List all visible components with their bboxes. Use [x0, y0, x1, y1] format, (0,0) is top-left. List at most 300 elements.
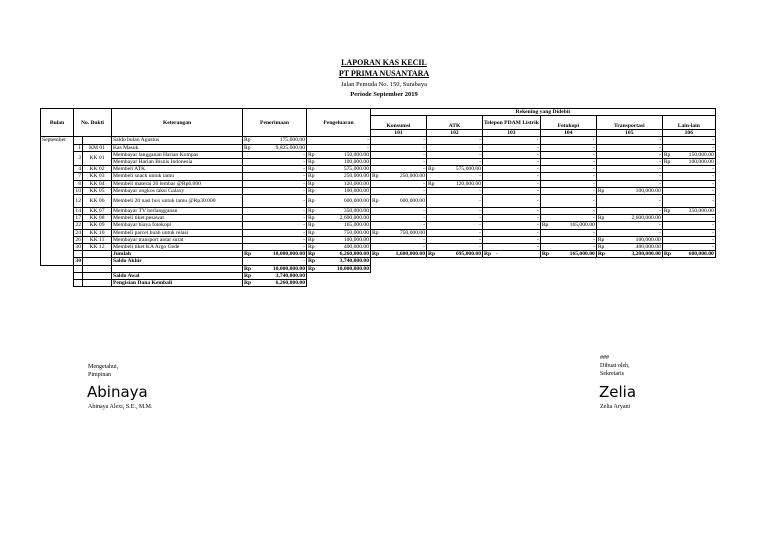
bukti-cell: KK 04 [83, 180, 112, 187]
bukti-cell: KK 09 [83, 222, 112, 229]
bukti-cell: KK 02 [83, 166, 112, 173]
penerimaan-amount: - [256, 159, 307, 166]
account-101-amount: - [381, 222, 427, 229]
account-102-rp [427, 173, 437, 180]
account-105-rp [596, 180, 606, 187]
pengeluaran-amount: 165,000.00 [320, 222, 371, 229]
account-102-rp [427, 222, 437, 229]
keterangan-cell: Membeli 20 nasi box untuk tamu @Rp30.000 [112, 195, 243, 208]
account-104-rp [540, 166, 550, 173]
account-105-rp: Rp [597, 215, 605, 222]
account-101-amount: - [381, 144, 427, 151]
jumlah-101-rp: Rp [372, 251, 380, 258]
saldo-akhir-accounts-blank [371, 258, 716, 265]
account-101-rp: Rp [371, 195, 381, 208]
account-101-rp [371, 187, 381, 194]
account-102-amount: - [437, 173, 483, 180]
bukti-cell: KK 05 [83, 187, 112, 194]
jumlah-penerimaan-rp: Rp [243, 251, 256, 258]
account-106-rp: Rp [663, 151, 671, 158]
account-103-amount: - [495, 180, 540, 187]
account-104-rp [540, 236, 550, 243]
account-101-amount: - [381, 180, 427, 187]
account-102-rp [427, 195, 437, 208]
account-102-rp [427, 151, 437, 158]
penerimaan-amount: - [256, 166, 307, 173]
account-106-amount: 150,000.00 [672, 151, 715, 158]
account-101-amount: - [381, 208, 427, 215]
account-106-amount: - [672, 180, 715, 187]
signature-left-label: Mengetahui, [88, 364, 119, 370]
signature-left-name: Abinaya Alexi, S.E., M.M. [88, 404, 153, 410]
account-101-rp: Rp [372, 229, 379, 236]
penerimaan-amount: - [256, 244, 307, 251]
account-102-rp: Rp [428, 166, 435, 173]
day-cell: 3 [74, 151, 83, 165]
account-104-rp [540, 137, 550, 144]
pengeluaran-amount: 100,000.00 [320, 159, 371, 166]
jumlah-label: Jumlah [112, 251, 243, 258]
pengeluaran-amount: 575,000.00 [320, 166, 371, 173]
account-106-amount: - [672, 173, 715, 180]
account-105-rp: Rp [597, 236, 605, 243]
penerimaan-rp [243, 180, 256, 187]
account-106-rp [662, 244, 672, 251]
pengeluaran-amount: - [320, 144, 371, 151]
jumlah-pengeluaran-amount: 6,260,000.00 [320, 251, 371, 258]
keterangan-cell: Membayar transport antar surat [112, 236, 243, 243]
keterangan-cell: Membayar biaya fotokopi [112, 222, 243, 229]
pengisian-row [41, 280, 716, 287]
jumlah-105-rp: Rp [597, 251, 605, 258]
account-102-rp [427, 229, 437, 236]
saldo-awal-row-accounts-blank [371, 272, 716, 279]
header-atk: ATK [427, 116, 483, 130]
penerimaan-rp [243, 222, 256, 229]
account-106-amount: - [672, 229, 715, 236]
account-105-rp [596, 229, 606, 236]
day-cell: 22 [75, 222, 81, 229]
petty-cash-table [40, 108, 716, 287]
account-105-rp [596, 208, 606, 215]
account-103-rp [483, 166, 496, 173]
account-102-amount: 120,000.00 [437, 180, 483, 187]
penerimaan-rp [243, 215, 256, 222]
pengeluaran-rp: Rp [307, 180, 320, 187]
pengeluaran-rp: Rp [307, 208, 320, 215]
pengeluaran-rp: Rp [307, 151, 320, 158]
header-pengeluaran: Pengeluaran [307, 109, 371, 137]
account-103-amount: - [495, 159, 540, 166]
bukti-cell: KK 07 [83, 208, 112, 215]
day-cell [74, 280, 83, 287]
account-103-rp [483, 187, 496, 194]
pengeluaran-rp: Rp [307, 215, 320, 222]
day-cell: 24 [75, 229, 81, 236]
account-103-amount: - [495, 236, 540, 243]
account-105-amount: 400,000.00 [606, 244, 662, 251]
account-104-rp [540, 151, 550, 158]
penerimaan-amount: - [256, 195, 307, 208]
account-106-amount: - [672, 166, 715, 173]
jumlah-106-rp: Rp [663, 251, 671, 258]
bukti-cell: KK 12 [83, 244, 112, 251]
header-code-101: 101 [371, 130, 427, 137]
keterangan-cell: Membeli materai 20 lembar @Rp6.000 [112, 180, 243, 187]
account-104-amount: - [550, 144, 596, 151]
account-101-rp [371, 208, 381, 215]
table-row [41, 195, 716, 208]
pengisian-row-penerimaan-rp: Rp [243, 280, 256, 287]
account-101-amount: - [381, 166, 427, 173]
blank-cell [41, 280, 74, 287]
penerimaan-amount: - [256, 229, 307, 236]
penerimaan-rp: Rp [243, 137, 256, 144]
bukti-cell [83, 258, 112, 265]
account-101-rp [371, 180, 381, 187]
account-104-rp [540, 173, 550, 180]
account-103-amount: - [495, 222, 540, 229]
table-row [41, 215, 716, 222]
penerimaan-amount: - [256, 180, 307, 187]
day-cell: 10 [75, 187, 81, 194]
account-105-amount: - [606, 166, 662, 173]
account-106-rp [662, 236, 672, 243]
account-101-amount: - [381, 159, 427, 166]
account-102-rp [427, 208, 437, 215]
keterangan-cell: Kas Masuk [112, 144, 243, 151]
account-102-rp: Rp [428, 180, 435, 187]
header-code-104: 104 [540, 130, 596, 137]
account-101-amount: - [381, 137, 427, 144]
pengeluaran-amount: 250,000.00 [320, 173, 371, 180]
header-rekening: Rekening yang Didebit [371, 109, 716, 116]
account-104-rp [540, 180, 550, 187]
penerimaan-rp [243, 187, 256, 194]
account-106-rp [662, 229, 672, 236]
penerimaan-amount: - [256, 208, 307, 215]
pengeluaran-rp: Rp [307, 195, 320, 208]
pengeluaran-rp: Rp [307, 222, 320, 229]
account-104-amount: - [550, 187, 596, 194]
pengeluaran-amount: - [320, 137, 371, 144]
report-period: Periode September 2019 [350, 91, 418, 98]
account-102-rp [427, 187, 437, 194]
account-101-rp [371, 236, 381, 243]
header-no-bukti: No. Bukti [74, 109, 112, 137]
pengeluaran-rp: Rp [307, 187, 320, 194]
account-101-rp [371, 137, 381, 144]
account-102-amount: - [437, 236, 483, 243]
account-101-amount: - [381, 236, 427, 243]
bukti-cell: KK 11 [83, 236, 112, 243]
pengeluaran-amount: 750,000.00 [320, 229, 371, 236]
account-104-rp [540, 195, 550, 208]
company-address: Jalan Pemuda No. 150, Surabaya [341, 81, 427, 88]
header-konsumsi: Konsumsi [371, 116, 427, 130]
account-104-amount: - [550, 229, 596, 236]
day-cell [74, 265, 83, 272]
penerimaan-amount: - [256, 222, 307, 229]
account-104-amount: - [550, 208, 596, 215]
penerimaan-rp [243, 236, 256, 243]
total-row-pengeluaran-rp: Rp [307, 265, 320, 272]
account-101-amount: 250,000.00 [381, 173, 427, 180]
account-103-rp [483, 144, 496, 151]
account-104-rp [540, 159, 550, 166]
account-102-amount: - [437, 244, 483, 251]
account-103-rp [483, 236, 496, 243]
account-102-rp [427, 137, 437, 144]
jumlah-105-amount: 3,200,000.00 [606, 251, 662, 258]
bukti-cell [83, 251, 112, 258]
account-104-amount: - [550, 137, 596, 144]
account-104-rp: Rp [541, 222, 549, 229]
keterangan-cell: Membeli tiket KA Argo Gede [112, 244, 243, 251]
table-row [41, 159, 716, 166]
account-105-amount: 2,600,000.00 [606, 215, 662, 222]
signature-right-block [600, 354, 630, 378]
day-cell [74, 251, 83, 258]
penerimaan-rp [243, 173, 256, 180]
account-101-amount: - [381, 151, 427, 158]
header-bulan: Bulan [41, 109, 74, 137]
pengeluaran-rp [307, 137, 320, 144]
pengeluaran-rp: Rp [307, 173, 320, 180]
pengeluaran-amount: 400,000.00 [320, 244, 371, 251]
month-cell: September [41, 137, 74, 265]
blank-cell [41, 265, 74, 272]
account-101-amount: 600,000.00 [381, 195, 427, 208]
day-cell: 1 [74, 144, 83, 151]
account-104-amount: - [550, 180, 596, 187]
account-106-rp: Rp [663, 159, 671, 166]
signature-left-role: Pimpinan [88, 372, 112, 378]
bukti-cell [83, 137, 112, 144]
jumlah-106-amount: 600,000.00 [672, 251, 715, 258]
account-103-rp [483, 215, 496, 222]
account-105-amount: - [606, 159, 662, 166]
account-105-rp [596, 173, 606, 180]
table-row [41, 144, 716, 151]
account-103-amount: - [495, 144, 540, 151]
table-row [41, 236, 716, 243]
account-101-rp: Rp [372, 173, 379, 180]
account-106-amount: - [672, 244, 715, 251]
company-name: PT PRIMA NUSANTARA [338, 69, 430, 78]
day-cell: 17 [75, 215, 81, 222]
account-103-amount: - [495, 195, 540, 208]
account-105-amount: - [606, 137, 662, 144]
pengeluaran-amount: 100,000.00 [320, 236, 371, 243]
account-101-rp [371, 215, 381, 222]
account-106-amount: - [672, 137, 715, 144]
account-101-amount: - [381, 244, 427, 251]
keterangan-cell: Membeli snack untuk tamu [112, 173, 243, 180]
bukti-cell [83, 272, 112, 279]
penerimaan-amount: 175,000.00 [256, 137, 307, 144]
pengeluaran-rp: Rp [307, 244, 320, 251]
account-102-amount: - [437, 215, 483, 222]
account-104-amount: - [550, 151, 596, 158]
account-103-amount: - [495, 166, 540, 173]
pengisian-row-pengeluaran-blank [307, 280, 371, 287]
account-106-amount: - [672, 215, 715, 222]
signature-left-block [88, 363, 118, 379]
account-104-amount: - [550, 173, 596, 180]
keterangan-cell: Membeli tiket pesawat [112, 215, 243, 222]
jumlah-102-amount: 695,000.00 [437, 251, 483, 258]
pengeluaran-amount: 150,000.00 [320, 151, 371, 158]
account-106-amount: - [672, 187, 715, 194]
blank-cell [41, 272, 74, 279]
saldo-awal-row [41, 272, 716, 279]
account-106-rp [662, 173, 672, 180]
signature-right-script: Zelia [599, 383, 637, 401]
account-106-rp [662, 187, 672, 194]
account-105-rp [596, 166, 606, 173]
account-102-amount: - [437, 222, 483, 229]
account-102-amount: - [437, 144, 483, 151]
bukti-cell: KK 01 [83, 151, 112, 165]
account-106-amount: - [672, 236, 715, 243]
account-105-amount: - [606, 229, 662, 236]
penerimaan-rp [243, 166, 256, 173]
account-103-rp [483, 222, 496, 229]
pengeluaran-amount: 100,000.00 [320, 187, 371, 194]
account-106-amount: 100,000.00 [672, 159, 715, 166]
pengeluaran-amount: 600,000.00 [320, 195, 371, 208]
keterangan-cell: Membayar ongkos taksi Galaxy [112, 187, 243, 194]
header-lain-lain: Lain-lain [662, 116, 715, 130]
account-106-amount: - [672, 144, 715, 151]
day-cell [74, 137, 83, 144]
account-101-rp [371, 159, 381, 166]
total-row-accounts-blank [371, 265, 716, 272]
pengisian-row-accounts-blank [371, 280, 716, 287]
saldo-awal-row-label: Saldo Awal [112, 272, 243, 279]
account-106-rp [662, 166, 672, 173]
day-cell: 7 [74, 173, 83, 180]
keterangan-cell: Membayar TV berlangganan [112, 208, 243, 215]
penerimaan-rp [243, 195, 256, 208]
penerimaan-amount: - [256, 236, 307, 243]
account-103-rp [483, 180, 496, 187]
account-105-rp: Rp [597, 187, 605, 194]
account-103-rp [483, 244, 496, 251]
bukti-cell: KK 06 [83, 195, 112, 208]
account-106-rp: Rp [663, 208, 671, 215]
bukti-cell [83, 280, 112, 287]
signature-right-date: ### [600, 355, 609, 361]
penerimaan-rp [243, 244, 256, 251]
account-104-amount: - [550, 236, 596, 243]
account-103-rp [483, 151, 496, 158]
account-103-amount: - [495, 208, 540, 215]
account-102-rp [427, 159, 437, 166]
jumlah-104-amount: 165,000.00 [550, 251, 596, 258]
account-105-rp [596, 195, 606, 208]
header-code-102: 102 [427, 130, 483, 137]
table-row [41, 208, 716, 215]
account-101-amount: - [381, 215, 427, 222]
total-row [41, 265, 716, 272]
account-102-amount: - [437, 137, 483, 144]
jumlah-103-amount: - [495, 251, 540, 258]
account-104-amount: 165,000.00 [550, 222, 596, 229]
account-101-rp [371, 166, 381, 173]
saldo-awal-row-penerimaan-amount: 3,740,000.00 [256, 272, 307, 279]
table-row [41, 166, 716, 173]
header-telepon: Telepon PDAM Listrik [483, 116, 541, 130]
account-103-amount: - [495, 229, 540, 236]
table-row [41, 187, 716, 194]
saldo-awal-row-penerimaan-rp: Rp [243, 272, 256, 279]
jumlah-102-rp: Rp [428, 251, 436, 258]
account-101-amount: - [381, 187, 427, 194]
account-105-amount: - [606, 222, 662, 229]
jumlah-row [41, 251, 716, 258]
signature-right-role: Sekretaris [600, 371, 624, 377]
penerimaan-rp: Rp [243, 144, 256, 151]
signature-right-label: Dibuat oleh, [600, 363, 630, 369]
account-104-amount: - [550, 215, 596, 222]
penerimaan-amount: - [256, 173, 307, 180]
bukti-cell: KM 01 [83, 144, 112, 151]
total-row-penerimaan-rp: Rp [243, 265, 256, 272]
account-104-rp [540, 215, 550, 222]
account-103-amount: - [495, 151, 540, 158]
account-103-amount: - [495, 244, 540, 251]
account-103-rp [483, 208, 496, 215]
account-102-amount: - [437, 195, 483, 208]
pengisian-row-label: Pengisian Dana Kembali [112, 280, 243, 287]
account-106-rp [662, 144, 672, 151]
report-title: LAPORAN KAS KECIL [341, 58, 427, 67]
header-code-103: 103 [483, 130, 541, 137]
pengeluaran-rp [307, 144, 320, 151]
total-row-penerimaan-amount: 10,000,000.00 [256, 265, 307, 272]
saldo-akhir-row [41, 258, 716, 265]
day-cell: 26 [75, 236, 81, 243]
saldo-akhir-penerimaan-rp [243, 258, 256, 265]
account-104-amount: - [550, 166, 596, 173]
account-102-rp [427, 215, 437, 222]
day-cell: 12 [74, 195, 83, 208]
account-103-rp [483, 195, 496, 208]
account-102-rp [427, 244, 437, 251]
account-105-rp [596, 222, 606, 229]
saldo-akhir-penerimaan-amount: - [256, 258, 307, 265]
account-106-rp [662, 195, 672, 208]
account-104-amount: - [550, 244, 596, 251]
account-105-amount: - [606, 195, 662, 208]
table-row [41, 151, 716, 158]
account-104-amount: - [550, 195, 596, 208]
account-103-rp [483, 229, 496, 236]
account-102-amount: - [437, 151, 483, 158]
bukti-cell [83, 265, 112, 272]
account-102-amount: - [437, 159, 483, 166]
account-102-amount: - [437, 229, 483, 236]
saldo-akhir-pengeluaran-rp: Rp [307, 258, 320, 265]
day-cell [74, 272, 83, 279]
account-101-rp [371, 244, 381, 251]
day-cell: 30 [75, 244, 81, 251]
account-105-rp [596, 159, 606, 166]
account-104-rp [540, 208, 550, 215]
account-104-rp [540, 144, 550, 151]
